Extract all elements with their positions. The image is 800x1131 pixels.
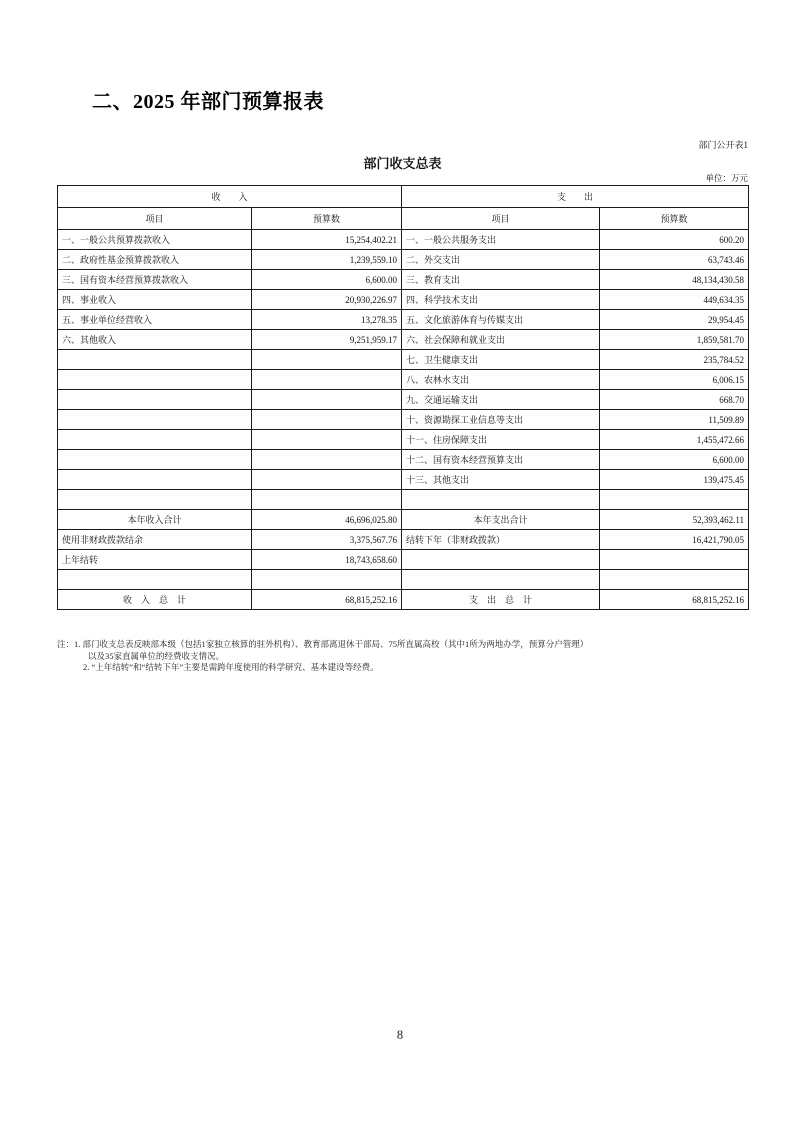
- income-value-cell: 15,254,402.21: [252, 230, 402, 250]
- expense-value-cell: 16,421,790.05: [600, 530, 749, 550]
- income-item-cell: 四、事业收入: [58, 290, 252, 310]
- expense-item-cell: 八、农林水支出: [402, 370, 600, 390]
- income-value-cell: [252, 470, 402, 490]
- expense-value-cell: [600, 490, 749, 510]
- table-row: [58, 570, 749, 590]
- expense-item-cell: 一、一般公共服务支出: [402, 230, 600, 250]
- income-item-cell: [58, 450, 252, 470]
- footnote-line: 以及35家直属单位的经费收支情况。: [88, 650, 225, 661]
- income-value-cell: 3,375,567.76: [252, 530, 402, 550]
- income-value-cell: [252, 350, 402, 370]
- income-value-cell: 1,239,559.10: [252, 250, 402, 270]
- expense-value-cell: 48,134,430.58: [600, 270, 749, 290]
- income-item-cell: 收 入 总 计: [58, 590, 252, 610]
- document-title: 二、2025 年部门预算报表: [92, 91, 324, 113]
- expense-value-cell: 6,600.00: [600, 450, 749, 470]
- table-row-grand-total: [58, 590, 749, 610]
- income-item-cell: [58, 490, 252, 510]
- table-row: [58, 310, 749, 330]
- table-row: [58, 250, 749, 270]
- expense-item-cell: 结转下年（非财政拨款）: [402, 530, 600, 550]
- expense-value-cell: 6,006.15: [600, 370, 749, 390]
- expense-item-cell: 九、交通运输支出: [402, 390, 600, 410]
- income-item-cell: 本年收入合计: [58, 510, 252, 530]
- table-row: [58, 490, 749, 510]
- income-value-cell: 68,815,252.16: [252, 590, 402, 610]
- footnote-line: 2. “上年结转”和“结转下年”主要是需跨年度使用的科学研究、基本建设等经费。: [83, 662, 379, 672]
- expense-value-cell: 139,475.45: [600, 470, 749, 490]
- income-budget-column-header: 预算数: [252, 208, 402, 230]
- income-value-cell: [252, 570, 402, 590]
- expense-item-cell: 二、外交支出: [402, 250, 600, 270]
- table-row-income-subtotal: [58, 510, 749, 530]
- expense-item-cell: 十三、其他支出: [402, 470, 600, 490]
- expense-value-cell: [600, 550, 749, 570]
- table-tag-label: 部门公开表1: [698, 140, 748, 150]
- table-row: [58, 470, 749, 490]
- expense-item-cell: 十一、住房保障支出: [402, 430, 600, 450]
- income-item-cell: 二、政府性基金预算拨款收入: [58, 250, 252, 270]
- income-value-cell: [252, 390, 402, 410]
- expense-value-cell: 63,743.46: [600, 250, 749, 270]
- expense-value-cell: 449,634.35: [600, 290, 749, 310]
- income-value-cell: [252, 430, 402, 450]
- expense-item-cell: [402, 570, 600, 590]
- expense-item-cell: [402, 550, 600, 570]
- table-row: [58, 290, 749, 310]
- income-item-cell: [58, 570, 252, 590]
- expense-item-cell: [402, 490, 600, 510]
- expense-value-cell: 11,509.89: [600, 410, 749, 430]
- income-value-cell: [252, 450, 402, 470]
- income-item-cell: [58, 370, 252, 390]
- expense-value-cell: 1,455,472.66: [600, 430, 749, 450]
- income-item-cell: 一、一般公共预算拨款收入: [58, 230, 252, 250]
- table-row: [58, 550, 749, 570]
- expense-value-cell: 52,393,462.11: [600, 510, 749, 530]
- page-number: 8: [396, 1028, 404, 1042]
- footnotes: [57, 639, 757, 674]
- table-title: 部门收支总表: [363, 156, 442, 171]
- column-header-row: [58, 208, 749, 230]
- unit-label: 单位：万元: [705, 173, 748, 183]
- income-value-cell: 6,600.00: [252, 270, 402, 290]
- expense-item-cell: 三、教育支出: [402, 270, 600, 290]
- income-item-cell: 五、事业单位经营收入: [58, 310, 252, 330]
- table-row: [58, 330, 749, 350]
- expense-item-cell: 十、资源勘探工业信息等支出: [402, 410, 600, 430]
- table-row: [58, 270, 749, 290]
- expense-value-cell: 600.20: [600, 230, 749, 250]
- table-row: [58, 370, 749, 390]
- income-value-cell: [252, 490, 402, 510]
- income-value-cell: 9,251,959.17: [252, 330, 402, 350]
- income-item-cell: 使用非财政拨款结余: [58, 530, 252, 550]
- expense-section-header: 支 出: [402, 186, 749, 208]
- expense-value-cell: 68,815,252.16: [600, 590, 749, 610]
- expense-value-cell: [600, 570, 749, 590]
- table-row: [58, 450, 749, 470]
- expense-item-cell: 四、科学技术支出: [402, 290, 600, 310]
- income-value-cell: 20,930,226.97: [252, 290, 402, 310]
- income-item-cell: 六、其他收入: [58, 330, 252, 350]
- income-item-cell: 三、国有资本经营预算拨款收入: [58, 270, 252, 290]
- table-row: [58, 410, 749, 430]
- expense-value-cell: 235,784.52: [600, 350, 749, 370]
- expense-value-cell: 29,954.45: [600, 310, 749, 330]
- income-item-cell: 上年结转: [58, 550, 252, 570]
- income-section-header: 收 入: [58, 186, 402, 208]
- footnote-line: 注：1. 部门收支总表反映部本级（包括1家独立核算的驻外机构）、教育部离退休干部局、75所直属高校（其中1所为两地办学，预算分户管理）: [57, 639, 589, 649]
- expense-item-cell: 七、卫生健康支出: [402, 350, 600, 370]
- expense-item-column-header: 项目: [402, 208, 600, 230]
- income-value-cell: 46,696,025.80: [252, 510, 402, 530]
- section-header-row: [58, 186, 749, 208]
- income-value-cell: 18,743,658.60: [252, 550, 402, 570]
- income-value-cell: 13,278.35: [252, 310, 402, 330]
- expense-item-cell: 五、文化旅游体育与传媒支出: [402, 310, 600, 330]
- table-row: [58, 350, 749, 370]
- income-item-cell: [58, 430, 252, 450]
- table-row: [58, 230, 749, 250]
- income-item-cell: [58, 390, 252, 410]
- table-row: [58, 390, 749, 410]
- income-item-column-header: 项目: [58, 208, 252, 230]
- table-row: [58, 530, 749, 550]
- expense-value-cell: 668.70: [600, 390, 749, 410]
- expense-item-cell: 六、社会保障和就业支出: [402, 330, 600, 350]
- income-item-cell: [58, 470, 252, 490]
- expense-item-cell: 本年支出合计: [402, 510, 600, 530]
- expense-value-cell: 1,859,581.70: [600, 330, 749, 350]
- expense-item-cell: 十二、国有资本经营预算支出: [402, 450, 600, 470]
- table-row: [58, 430, 749, 450]
- expense-budget-column-header: 预算数: [600, 208, 749, 230]
- income-value-cell: [252, 410, 402, 430]
- budget-table: [57, 185, 749, 610]
- income-value-cell: [252, 370, 402, 390]
- expense-item-cell: 支 出 总 计: [402, 590, 600, 610]
- income-item-cell: [58, 350, 252, 370]
- income-item-cell: [58, 410, 252, 430]
